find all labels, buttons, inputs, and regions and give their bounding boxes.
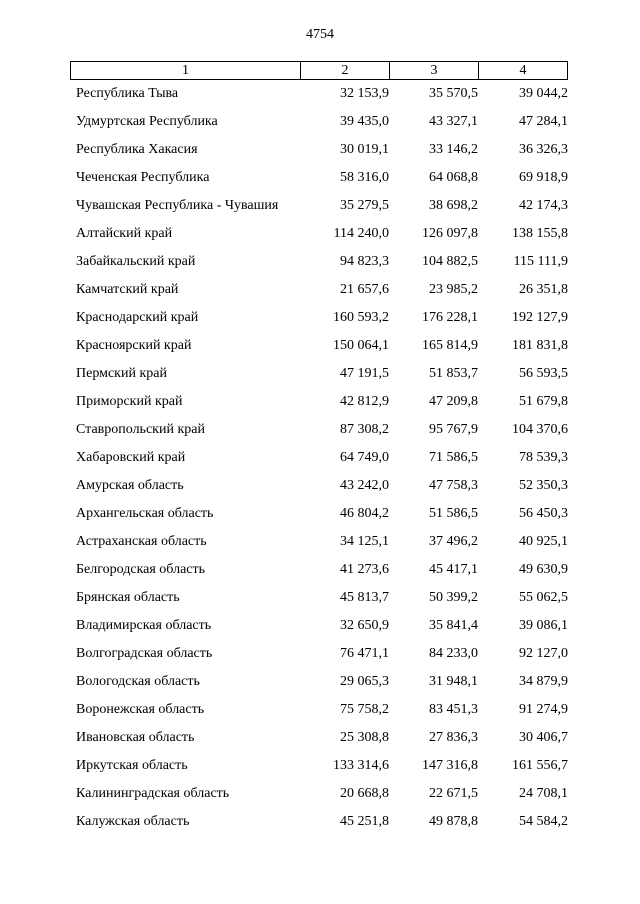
value-col-2: 46 804,2 [340, 506, 389, 521]
value-col-4: 138 155,8 [512, 226, 568, 241]
table-row [0, 197, 640, 225]
value-col-4: 54 584,2 [519, 814, 568, 829]
region-name: Ивановская область [76, 730, 195, 745]
value-col-4: 24 708,1 [519, 786, 568, 801]
value-col-4: 26 351,8 [519, 282, 568, 297]
table-row [0, 393, 640, 421]
value-col-3: 147 316,8 [422, 758, 478, 773]
value-col-2: 150 064,1 [333, 338, 389, 353]
region-name: Чувашская Республика - Чувашия [76, 198, 279, 213]
value-col-4: 49 630,9 [519, 562, 568, 577]
value-col-4: 39 044,2 [519, 86, 568, 101]
table-row [0, 477, 640, 505]
region-name: Ставропольский край [76, 422, 205, 437]
table-row [0, 757, 640, 785]
region-name: Калужская область [76, 814, 190, 829]
value-col-4: 115 111,9 [513, 254, 568, 269]
value-col-2: 45 251,8 [340, 814, 389, 829]
value-col-3: 104 882,5 [422, 254, 478, 269]
table-row [0, 589, 640, 617]
value-col-2: 45 813,7 [340, 590, 389, 605]
region-name: Алтайский край [76, 226, 173, 241]
value-col-4: 92 127,0 [519, 646, 568, 661]
table-row [0, 141, 640, 169]
table-row [0, 337, 640, 365]
value-col-2: 41 273,6 [340, 562, 389, 577]
value-col-3: 45 417,1 [429, 562, 478, 577]
value-col-4: 51 679,8 [519, 394, 568, 409]
value-col-2: 75 758,2 [340, 702, 389, 717]
table-row [0, 701, 640, 729]
table-row [0, 729, 640, 757]
value-col-3: 49 878,8 [429, 814, 478, 829]
value-col-4: 40 925,1 [519, 534, 568, 549]
value-col-4: 91 274,9 [519, 702, 568, 717]
table-header [70, 61, 568, 80]
table-row [0, 169, 640, 197]
table-row [0, 617, 640, 645]
value-col-4: 36 326,3 [519, 142, 568, 157]
value-col-3: 35 570,5 [429, 86, 478, 101]
column-header-2: 2 [301, 62, 390, 79]
value-col-4: 56 450,3 [519, 506, 568, 521]
value-col-3: 43 327,1 [429, 114, 478, 129]
value-col-3: 165 814,9 [422, 338, 478, 353]
value-col-3: 176 228,1 [422, 310, 478, 325]
value-col-3: 47 758,3 [429, 478, 478, 493]
table-row [0, 785, 640, 813]
table-row [0, 365, 640, 393]
value-col-4: 39 086,1 [519, 618, 568, 633]
table-row [0, 85, 640, 113]
value-col-3: 23 985,2 [429, 282, 478, 297]
region-name: Краснодарский край [76, 310, 199, 325]
value-col-3: 51 853,7 [429, 366, 478, 381]
value-col-2: 21 657,6 [340, 282, 389, 297]
table-row [0, 533, 640, 561]
value-col-2: 160 593,2 [333, 310, 389, 325]
value-col-4: 104 370,6 [512, 422, 568, 437]
value-col-2: 32 650,9 [340, 618, 389, 633]
region-name: Амурская область [76, 478, 184, 493]
page-number: 4754 [306, 27, 334, 42]
value-col-4: 161 556,7 [512, 758, 568, 773]
value-col-2: 76 471,1 [340, 646, 389, 661]
value-col-2: 87 308,2 [340, 422, 389, 437]
value-col-2: 20 668,8 [340, 786, 389, 801]
value-col-2: 64 749,0 [340, 450, 389, 465]
value-col-2: 32 153,9 [340, 86, 389, 101]
value-col-4: 30 406,7 [519, 730, 568, 745]
region-name: Удмуртская Республика [76, 114, 218, 129]
value-col-2: 39 435,0 [340, 114, 389, 129]
value-col-3: 37 496,2 [429, 534, 478, 549]
region-name: Красноярский край [76, 338, 192, 353]
region-name: Иркутская область [76, 758, 188, 773]
region-name: Забайкальский край [76, 254, 196, 269]
value-col-2: 34 125,1 [340, 534, 389, 549]
value-col-3: 84 233,0 [429, 646, 478, 661]
region-name: Воронежская область [76, 702, 205, 717]
table-row [0, 645, 640, 673]
value-col-3: 50 399,2 [429, 590, 478, 605]
table-row [0, 281, 640, 309]
value-col-3: 33 146,2 [429, 142, 478, 157]
table-row [0, 253, 640, 281]
region-name: Калининградская область [76, 786, 230, 801]
value-col-2: 43 242,0 [340, 478, 389, 493]
value-col-3: 22 671,5 [429, 786, 478, 801]
value-col-2: 30 019,1 [340, 142, 389, 157]
value-col-4: 34 879,9 [519, 674, 568, 689]
table-row [0, 449, 640, 477]
region-name: Пермский край [76, 366, 167, 381]
value-col-3: 35 841,4 [429, 618, 478, 633]
value-col-4: 55 062,5 [519, 590, 568, 605]
region-name: Республика Тыва [76, 86, 179, 101]
region-name: Хабаровский край [76, 450, 186, 465]
value-col-3: 51 586,5 [429, 506, 478, 521]
region-name: Камчатский край [76, 282, 179, 297]
table-body [0, 85, 640, 841]
region-name: Вологодская область [76, 674, 200, 689]
value-col-2: 58 316,0 [340, 170, 389, 185]
value-col-3: 38 698,2 [429, 198, 478, 213]
value-col-3: 71 586,5 [429, 450, 478, 465]
table-row [0, 505, 640, 533]
value-col-4: 42 174,3 [519, 198, 568, 213]
table-row [0, 813, 640, 841]
region-name: Архангельская область [76, 506, 214, 521]
column-header-4: 4 [519, 63, 527, 78]
value-col-3: 126 097,8 [422, 226, 478, 241]
value-col-4: 78 539,3 [519, 450, 568, 465]
value-col-2: 114 240,0 [333, 226, 389, 241]
region-name: Астраханская область [76, 534, 207, 549]
region-name: Брянская область [76, 590, 180, 605]
table-row [0, 309, 640, 337]
table-row [0, 113, 640, 141]
value-col-3: 27 836,3 [429, 730, 478, 745]
region-name: Приморский край [76, 394, 183, 409]
value-col-3: 95 767,9 [429, 422, 478, 437]
table-row [0, 421, 640, 449]
region-name: Волгоградская область [76, 646, 213, 661]
value-col-3: 64 068,8 [429, 170, 478, 185]
value-col-2: 47 191,5 [340, 366, 389, 381]
table-row [0, 561, 640, 589]
region-name: Владимирская область [76, 618, 212, 633]
column-header-3: 3 [390, 62, 479, 79]
region-name: Белгородская область [76, 562, 206, 577]
value-col-2: 94 823,3 [340, 254, 389, 269]
value-col-4: 69 918,9 [519, 170, 568, 185]
value-col-4: 192 127,9 [512, 310, 568, 325]
value-col-4: 52 350,3 [519, 478, 568, 493]
value-col-4: 47 284,1 [519, 114, 568, 129]
region-name: Чеченская Республика [76, 170, 210, 185]
value-col-2: 25 308,8 [340, 730, 389, 745]
value-col-2: 133 314,6 [333, 758, 389, 773]
value-col-4: 56 593,5 [519, 366, 568, 381]
region-name: Республика Хакасия [76, 142, 198, 157]
value-col-3: 47 209,8 [429, 394, 478, 409]
value-col-3: 31 948,1 [429, 674, 478, 689]
value-col-4: 181 831,8 [512, 338, 568, 353]
table-row [0, 673, 640, 701]
value-col-2: 42 812,9 [340, 394, 389, 409]
value-col-3: 83 451,3 [429, 702, 478, 717]
table-row [0, 225, 640, 253]
value-col-2: 29 065,3 [340, 674, 389, 689]
value-col-2: 35 279,5 [340, 198, 389, 213]
column-header-1: 1 [71, 62, 301, 79]
